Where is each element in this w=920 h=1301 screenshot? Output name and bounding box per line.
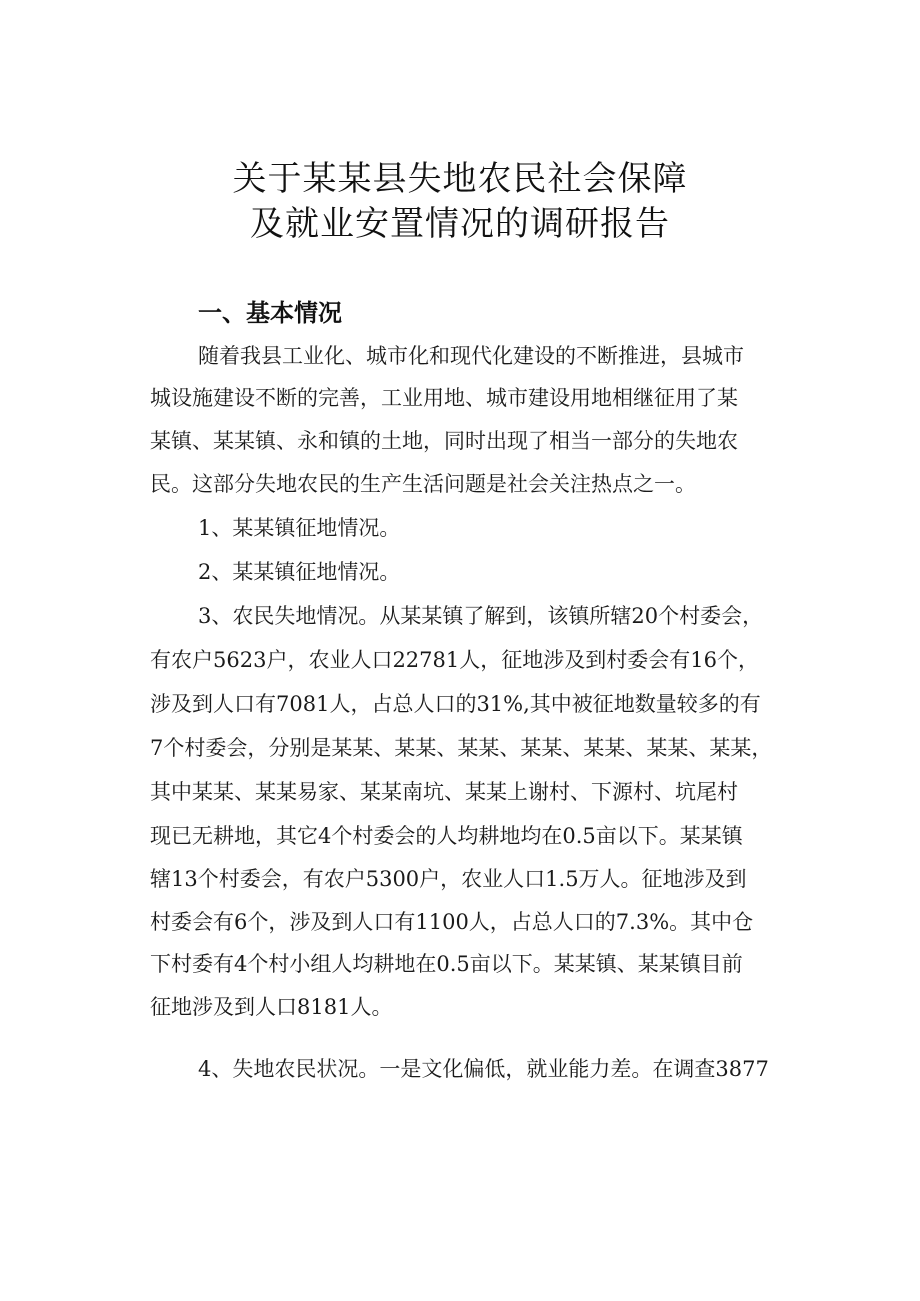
item-2: 2、某某镇征地情况。: [198, 560, 401, 584]
paragraph-1-line-4: 民。这部分失地农民的生产生活问题是社会关注热点之一。: [150, 472, 696, 496]
item-3-line-8: 村委会有6个，涉及到人口有1100人，占总人口的7.3%。其中仓: [150, 910, 754, 934]
item-3-line-5: 其中某某、某某易家、某某南坑、某某上谢村、下源村、坑尾村: [150, 780, 738, 804]
report-title-line-2: 及就业安置情况的调研报告: [250, 204, 670, 244]
paragraph-1-line-1: 随着我县工业化、城市化和现代化建设的不断推进，县城市: [198, 344, 744, 368]
item-3-line-7: 辖13个村委会，有农户5300户，农业人口1.5万人。征地涉及到: [150, 867, 747, 891]
report-title-line-1: 关于某某县失地农民社会保障: [232, 159, 688, 199]
item-3-line-3: 涉及到人口有7081人，占总人口的31%,其中被征地数量较多的有: [150, 692, 761, 716]
item-3-line-10: 征地涉及到人口8181人。: [150, 995, 393, 1019]
item-3-line-2: 有农户5623户，农业人口22781人，征地涉及到村委会有16个，: [150, 648, 759, 672]
item-3-line-1: 3、农民失地情况。从某某镇了解到，该镇所辖20个村委会，: [198, 604, 764, 628]
item-1: 1、某某镇征地情况。: [198, 516, 401, 540]
item-3-line-9: 下村委有4个村小组人均耕地在0.5亩以下。某某镇、某某镇目前: [150, 952, 743, 976]
paragraph-1-line-2: 城设施建设不断的完善，工业用地、城市建设用地相继征用了某: [150, 386, 738, 410]
item-3-line-4: 7个村委会，分别是某某、某某、某某、某某、某某、某某、某某，: [150, 736, 773, 760]
section-heading: 一、基本情况: [198, 299, 342, 327]
item-3-line-6: 现已无耕地，其它4个村委会的人均耕地均在0.5亩以下。某某镇: [150, 824, 743, 848]
paragraph-1-line-3: 某镇、某某镇、永和镇的土地，同时出现了相当一部分的失地农: [150, 429, 738, 453]
item-4-line-1: 4、失地农民状况。一是文化偏低，就业能力差。在调查3877: [198, 1057, 769, 1081]
